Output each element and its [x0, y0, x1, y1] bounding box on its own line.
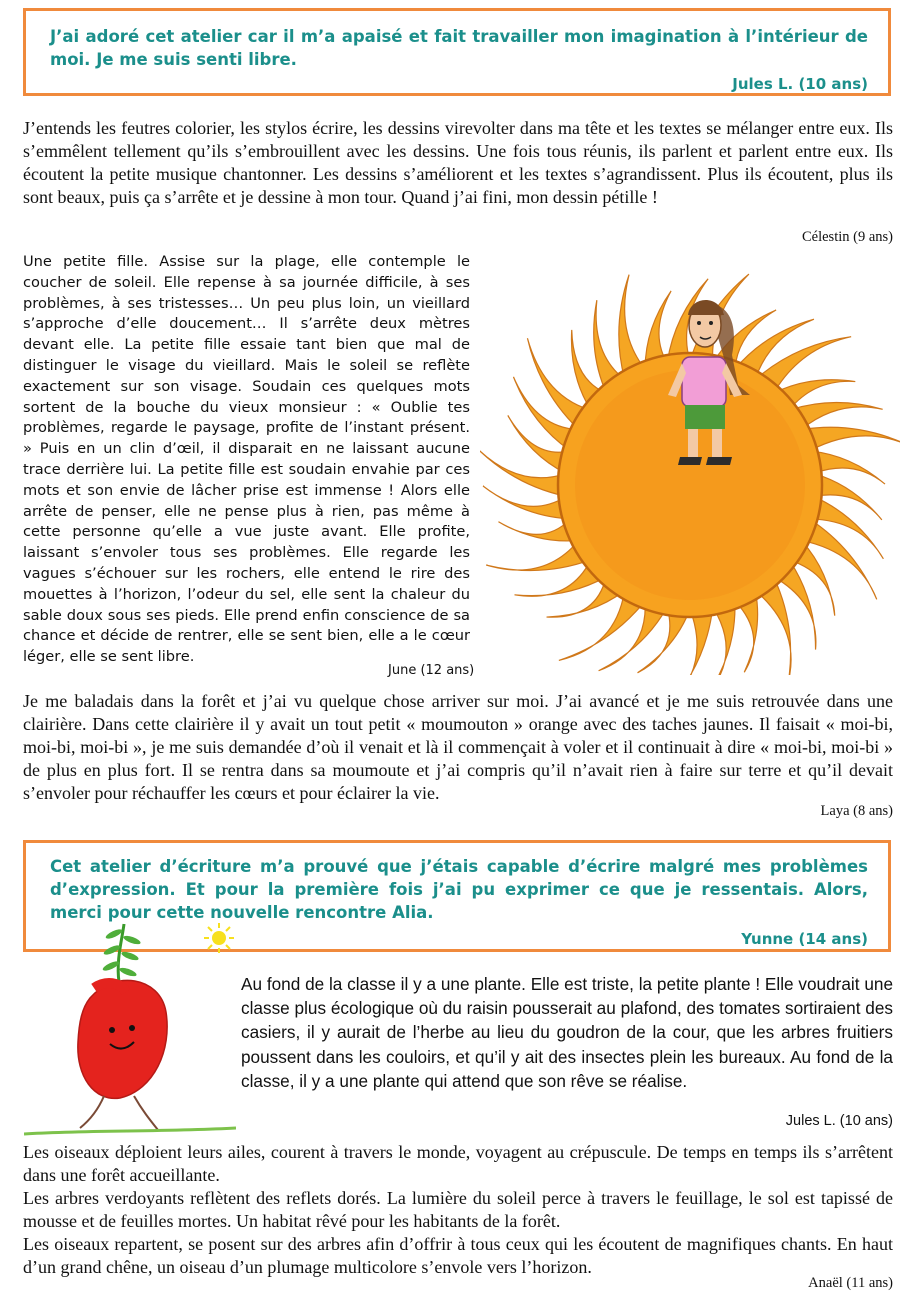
testimonial-signature: Yunne (14 ans)	[741, 930, 868, 948]
grass-line	[24, 1128, 236, 1134]
story-june: Une petite fille. Assise sur la plage, elle contemple le coucher de soleil. Elle repense à sa journée difficile, à ses problèmes, à ses tristesses… Un peu plus loin, un vieillard s’approche d’elle doucement… Il s’arrête deux mètres devant elle. La petite fille essaie tant bien que mal de distinguer le visage du vieillard. Mais le soleil se reflète exactement sur son visage. Soudain ces quelques mots sortent de la bouche du vieux monsieur : « Oublie tes problèmes, regarde le paysage, profite de l’instant présent. » Puis en un clin d’œil, il disparait en ne laissant aucune trace derrière lui. La petite fille est soudain envahie par ces mots et son envie de lâcher prise est immense ! Alors elle arrête de penser, elle ne pense plus à rien, pas même à cette personne qu’elle a vue juste avant. Elle profite, laissant s’envoler tous ses problèmes. Elle regarde les vagues s’échouer sur les rochers, elle entend le rire des mouettes à l’horizon, l’odeur du sel, elle sent la chaleur du sable doux sous ses pieds. Elle prend enfin conscience de sa chance et décide de rentrer, elle se sent bien, elle a le cœur léger, elle se sent libre.	[23, 253, 470, 666]
story-paragraph: Les oiseaux repartent, se posent sur des arbres afin d’offrir à tous ceux qui les écoutent de magnifiques chants. En haut d’un grand chêne, un oiseau d’un plumage multicolore s’envole vers l’horizon.	[23, 1234, 893, 1277]
testimonial-quote: J’ai adoré cet atelier car il m’a apaisé et fait travailler mon imagination à l’intérieur de moi. Je me suis senti libre.	[50, 27, 868, 69]
story-plant: Au fond de la classe il y a une plante. Elle est triste, la petite plante ! Elle voudrait une classe plus écologique où du raisin pousserait au plafond, des tomates sortiraient des casiers, il y aurait de l’herbe au lieu du goudron de la cour, que les arbres fruitiers poussent dans les couloirs, et qu’il y ait des insectes plein les bureaux. Au fond de la classe, il y a une plante qui attend que son rêve se réalise.	[241, 974, 893, 1091]
story-laya: Je me baladais dans la forêt et j’ai vu quelque chose arriver sur moi. J’ai avancé et je me suis retrouvée dans une clairière. Dans cette clairière il y avait un tout petit « moumouton » orange avec des taches jaunes. Il faisait « moi-bi, moi-bi, moi-bi », je me suis demandée d’où il venait et là il commençait à voler et il continuait à dire « moi-bi, moi-bi » de plus en plus fort. Il se rentra dans sa moumoute et j’ai compris qu’il n’avait rien à faire sur terre et qu’il devait s’envoler pour réchauffer les cœurs et pour éclairer la vie.	[23, 691, 893, 803]
story-signature: Laya (8 ans)	[820, 803, 893, 819]
story-signature: Jules L. (10 ans)	[785, 1113, 893, 1129]
testimonial-signature: Jules L. (10 ans)	[732, 75, 868, 93]
plant-drawing	[24, 920, 236, 1144]
testimonial-quote: Cet atelier d’écriture m’a prouvé que j’étais capable d’écrire malgré mes problèmes d’expression. Et pour la première fois j’ai pu exprimer ce que je ressentais. Alors, merci pour cette nouvelle rencontre Alia.	[50, 857, 868, 922]
story-signature: Célestin (9 ans)	[801, 229, 893, 245]
story-signature: Anaël (11 ans)	[808, 1275, 893, 1291]
testimonial-box-1	[23, 8, 891, 96]
story-celestin: J’entends les feutres colorier, les stylos écrire, les dessins virevolter dans ma tête et les textes se mélanger entre eux. Ils s’emmêlent tellement qu’ils s’embrouillent avec les dessins. Une fois tous réunis, ils parlent et parlent entre eux. Ils écoutent la petite musique chantonner. Les dessins s’améliorent et les textes s’agrandissent. Plus ils écoutent, plus ils sont beaux, puis ça s’arrête et je dessine à mon tour. Quand j’ai fini, mon dessin pétille !	[23, 118, 893, 207]
small-sun-icon	[204, 923, 234, 953]
story-paragraph: Les oiseaux déploient leurs ailes, courent à travers le monde, voyagent au crépuscule. De temps en temps ils s’arrêtent dans une forêt accueillante.	[23, 1142, 893, 1185]
story-paragraph: Les arbres verdoyants reflètent des reflets dorés. La lumière du soleil perce à travers le feuillage, le sol est tapissé de mousse et de feuilles mortes. Un habitat rêvé pour les habitants de la forêt.	[23, 1188, 893, 1231]
story-anael	[23, 1141, 893, 1279]
plant-body	[78, 980, 167, 1098]
story-signature: June (12 ans)	[388, 663, 475, 678]
sun-girl-drawing	[480, 245, 900, 675]
